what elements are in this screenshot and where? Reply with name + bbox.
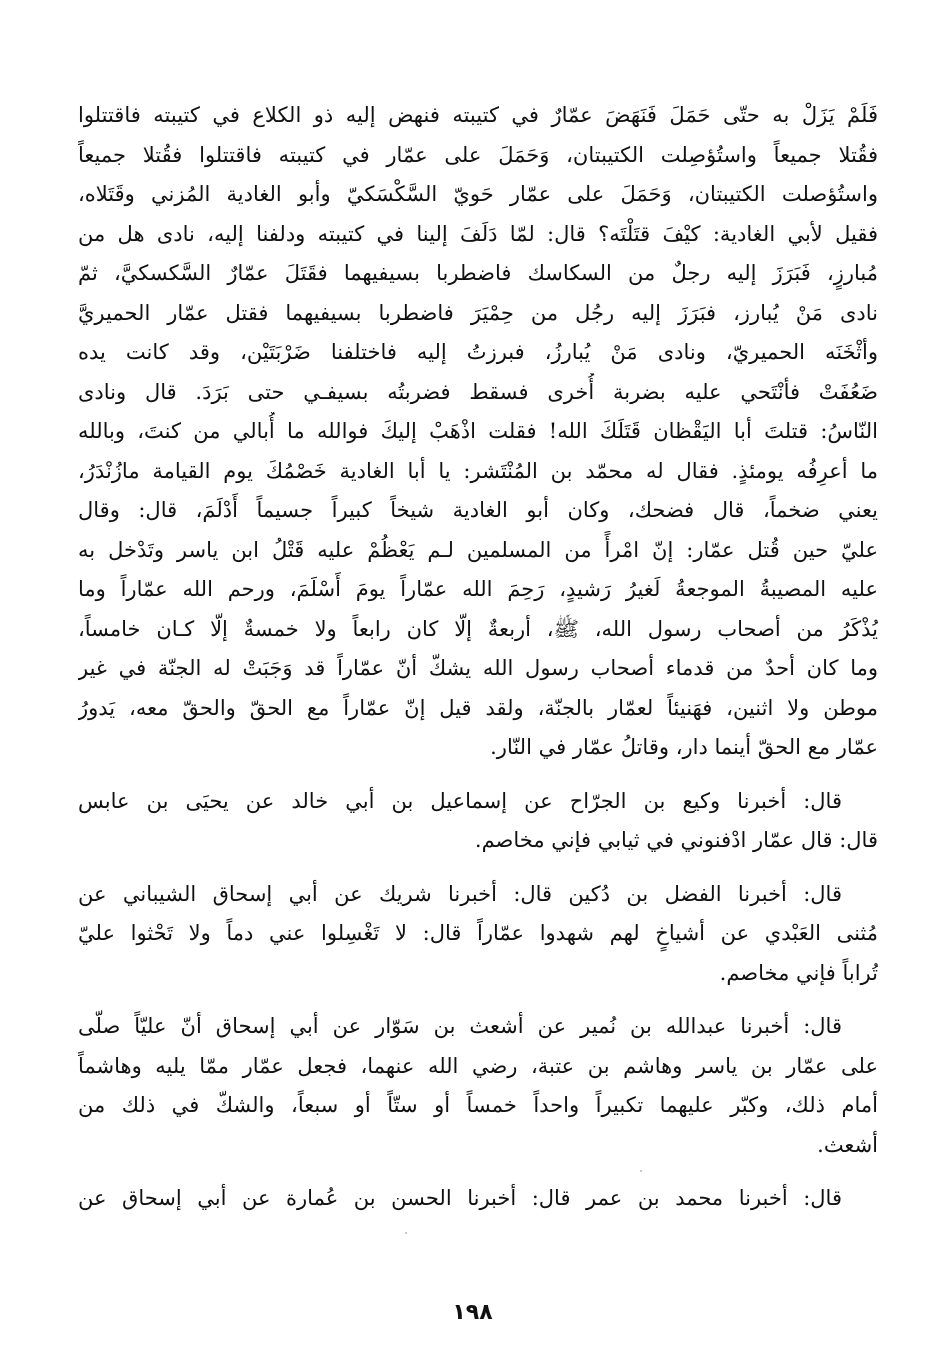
text-line: نادى مَنْ يُبارز، فبَرَزَ إليه رجُل من حِمْيَرَ فاضطربا بسيفيهما فقتل عمّار الحميريَّ bbox=[78, 300, 878, 325]
page-body-text bbox=[78, 96, 878, 1219]
text-line: تُراباً فإني مخاصم. bbox=[719, 960, 878, 985]
text-line: قال: أخبرنا محمد بن عمر قال: أخبرنا الحسن بن عُمارة عن أبي إسحاق عن bbox=[78, 1186, 842, 1210]
text-line: فقُتلا جميعاً واستُؤصِلت الكتيبتان، وَحَمَلَ على عمّار في كتيبته فاقتتلوا فقُتلا جميعاً bbox=[78, 142, 878, 167]
paragraph-gap bbox=[78, 993, 878, 1007]
page-number: ١٩٨ bbox=[452, 1300, 493, 1325]
text-line: يعني ضخماً، قال فضحك، وكان أبو الغادية شيخاً كبيراً جسيماً أَدْلَمَ، قال: وقال bbox=[78, 498, 878, 522]
text-line: موطن ولا اثنين، فهَنيئاً لعمّار بالجنّة، ولقد قيل إنّ عمّاراً مع الحقّ والحقّ معه، يَدورُ bbox=[78, 695, 878, 720]
text-line: أمام ذلك، وكبّر عليهما تكبيراً واحداً خمساً أو ستّاً أو سبعاً، والشكّ في ذلك من bbox=[78, 1093, 878, 1117]
text-line: فَلَمْ يَزَلْ به حتّى حَمَلَ فَنَهَضَ عمّارٌ في كتيبته فنهض إليه ذو الكلاع في كتيبته فاقتتلوا bbox=[78, 103, 878, 127]
paragraph-gap bbox=[78, 1165, 878, 1179]
text-line: فقيل لأبي الغادية: كيْفَ قتَلْتَه؟ قال: لمّا دَلَفَ إلينا في كتيبته ودلفنا إليه، نادى هل من bbox=[78, 221, 878, 246]
text-line: عليه المصيبةُ الموجعةُ لَغيرُ رَشيدٍ، رَحِمَ الله عمّاراً يومَ أَسْلَمَ، ورحم الله عمّاراً وما bbox=[78, 577, 878, 601]
text-line: على عمّار بن ياسر وهاشم بن عتبة، رضي الله عنهما، فجعل عمّار ممّا يليه وهاشماً bbox=[78, 1053, 878, 1078]
text-line: قال: قال عمّار ادْفنوني في ثيابي فإني مخاصم. bbox=[474, 828, 878, 852]
text-line: مُبارزٍ، فَبَرَزَ إليه رجلٌ من السكاسك فاضطربا بسيفيهما فقَتَلَ عمّارٌ السَّكسكيَّ، ثمّ bbox=[78, 261, 878, 285]
text-line: قال: أخبرنا الفضل بن دُكين قال: أخبرنا شريك عن أبي إسحاق الشيباني عن bbox=[78, 881, 842, 906]
text-line: وأثْخَنَه الحميريّ، ونادى مَنْ يُبارزُ، فبرزتُ إليه فاختلفنا ضَرْبَتَيْن، وقد كانت يده bbox=[78, 340, 878, 364]
scan-speck bbox=[640, 1170, 642, 1172]
text-line: أشعث. bbox=[817, 1132, 878, 1157]
text-line: ما أعرِفُه يومئذٍ. فقال له محمّد بن المُنْتَشر: يا أبا الغادية خَصْمُكَ يوم القيامة مازُنْدَرُ، bbox=[78, 458, 878, 483]
text-line: عليّ حين قُتل عمّار: إنّ امْرأً من المسلمين لـم يَعْظُمْ عليه قَتْلُ ابن ياسر وتَدْخل به bbox=[78, 537, 878, 562]
paragraph bbox=[78, 1179, 878, 1219]
text-line: قال: أخبرنا عبدالله بن نُمير عن أشعث بن سَوّار عن أبي إسحاق أنّ عليّاً صلّى bbox=[78, 1014, 842, 1038]
text-line: مُثنى العَبْدي عن أشياخٍ لهم شهدوا عمّاراً قال: لا تَغْسِلوا عني دماً ولا تَحْثوا عليّ bbox=[78, 921, 878, 945]
text-line: قال: أخبرنا وكيع بن الجرّاح عن إسماعيل بن أبي خالد عن يحيَى بن عابس bbox=[78, 788, 842, 813]
paragraph bbox=[78, 1007, 878, 1165]
paragraph bbox=[78, 96, 878, 768]
text-line: واستُؤصلت الكتيبتان، وَحَمَلَ على عمّار حَويّ السَّكْسَكيّ وأبو الغادية المُزني وقَتَلاه، bbox=[78, 182, 878, 206]
text-line: عمّار مع الحقّ أينما دار، وقاتلُ عمّار في النّار. bbox=[490, 735, 878, 759]
paragraph bbox=[78, 782, 878, 861]
text-line: النّاسُ: قتلتَ أبا اليَقْظان قَتَلَكَ الله! فقلت اذْهَبْ إليكَ فوالله ما أُبالي من كنتَ، وبالله bbox=[78, 419, 878, 443]
text-line: وما كان أحدٌ من قدماء أصحاب رسول الله يشكّ أنّ عمّاراً قد وَجَبَتْ له الجنّة في غير bbox=[78, 656, 878, 680]
paragraph-gap bbox=[78, 861, 878, 875]
text-line: يُذْكَرُ من أصحاب رسول الله، ﷺ، أربعةٌ إلّا كان رابعاً ولا خمسةٌ إلّا كـان خامساً، bbox=[78, 616, 878, 641]
scan-speck bbox=[405, 1232, 407, 1234]
text-line: ضَعُفَتْ فأنْتَحي عليه بضربة أُخرى فسقط فضربتُه بسيفـي حتى بَرَدَ. قال ونادى bbox=[78, 379, 878, 404]
paragraph bbox=[78, 875, 878, 994]
paragraph-gap bbox=[78, 768, 878, 782]
